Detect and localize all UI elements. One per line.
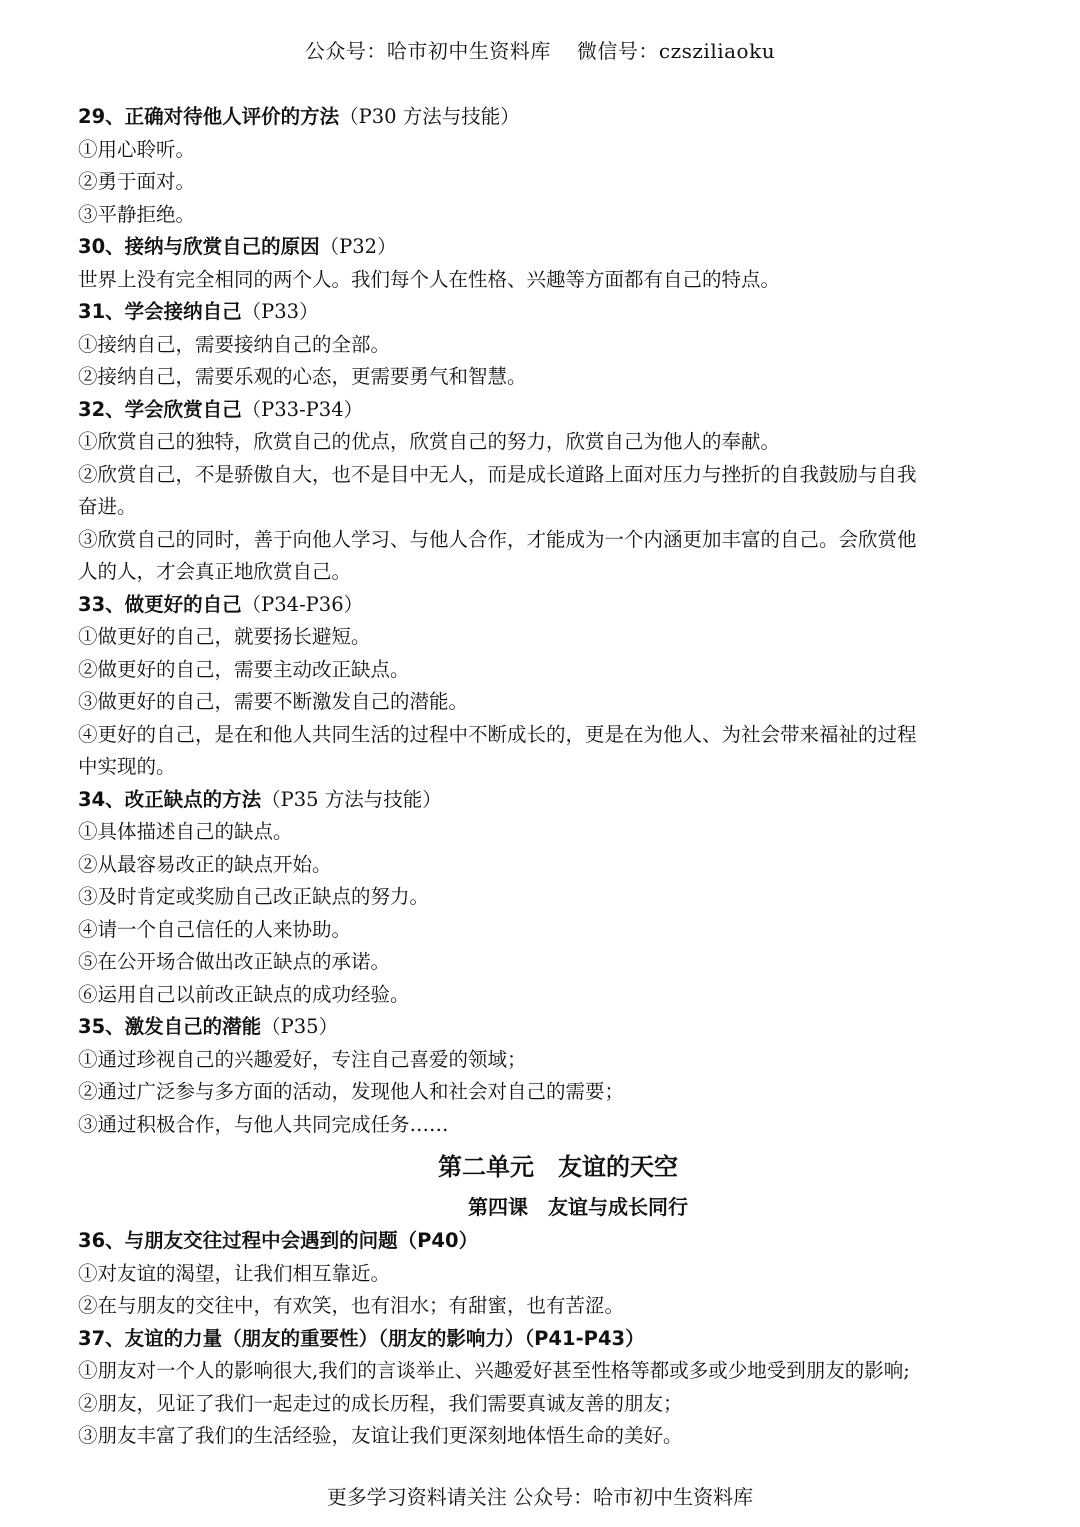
list-item: ②欣赏自己，不是骄傲自大，也不是目中无人，而是成长道路上面对压力与挫折的自我鼓励与自我 xyxy=(78,462,917,486)
section-heading-29: 29、正确对待他人评价的方法（P30 方法与技能） xyxy=(78,105,520,128)
lesson-title: 第四课 友谊与成长同行 xyxy=(468,1195,688,1219)
list-item: ⑤在公开场合做出改正缺点的承诺。 xyxy=(78,950,391,973)
list-item: ①通过珍视自己的兴趣爱好，专注自己喜爱的领域； xyxy=(78,1047,527,1071)
list-item: ②接纳自己，需要乐观的心态，更需要勇气和智慧。 xyxy=(78,365,527,388)
section-heading-33: 33、做更好的自己（P34-P36） xyxy=(78,592,364,616)
list-item: ②做更好的自己，需要主动改正缺点。 xyxy=(78,657,410,681)
list-item: ①用心聆听。 xyxy=(78,137,196,161)
list-item-continuation: 奋进。 xyxy=(78,495,137,518)
list-item: ③朋友丰富了我们的生活经验，友谊让我们更深刻地体悟生命的美好。 xyxy=(78,1424,683,1447)
list-item: ③做更好的自己，需要不断激发自己的潜能。 xyxy=(78,690,469,713)
list-item: ③通过积极合作，与他人共同完成任务…… xyxy=(78,1112,449,1136)
list-item: ②从最容易改正的缺点开始。 xyxy=(78,852,332,876)
list-item: ②朋友，见证了我们一起走过的成长历程，我们需要真诚友善的朋友； xyxy=(78,1391,683,1415)
section-heading-34: 34、改正缺点的方法（P35 方法与技能） xyxy=(78,787,442,811)
page-footer: 更多学习资料请关注 公众号：哈市初中生资料库 xyxy=(326,1485,754,1509)
list-item: ①欣赏自己的独特，欣赏自己的优点，欣赏自己的努力，欣赏自己为他人的奉献。 xyxy=(78,430,781,453)
list-item: ①具体描述自己的缺点。 xyxy=(78,820,293,843)
header-wechat-id: 微信号：czsziliaoku xyxy=(576,39,776,63)
header-official-account: 公众号：哈市初中生资料库 xyxy=(304,39,551,63)
section-heading-37: 37、友谊的力量（朋友的重要性）（朋友的影响力）（P41-P43） xyxy=(78,1326,645,1350)
list-item: ②通过广泛参与多方面的活动，发现他人和社会对自己的需要； xyxy=(78,1080,625,1103)
list-item: ①接纳自己，需要接纳自己的全部。 xyxy=(78,332,391,356)
list-item: ①做更好的自己，就要扬长避短。 xyxy=(78,625,371,648)
list-item: ③平静拒绝。 xyxy=(78,202,196,226)
section-heading-32: 32、学会欣赏自己（P33-P34） xyxy=(78,397,364,421)
page-header xyxy=(0,36,1080,66)
list-item: ②在与朋友的交往中，有欢笑，也有泪水；有甜蜜，也有苦涩。 xyxy=(78,1294,625,1317)
list-item: ④更好的自己，是在和他人共同生活的过程中不断成长的，更是在为他人、为社会带来福祉的过程 xyxy=(78,722,917,746)
section-heading-30: 30、接纳与欣赏自己的原因（P32） xyxy=(78,235,397,258)
list-item: ③及时肯定或奖励自己改正缺点的努力。 xyxy=(78,885,430,908)
document-body xyxy=(78,101,1018,1453)
list-item: ②勇于面对。 xyxy=(78,170,196,193)
section-heading-31: 31、学会接纳自己（P33） xyxy=(78,300,319,323)
section-heading-36: 36、与朋友交往过程中会遇到的问题（P40） xyxy=(78,1229,479,1252)
list-item: ①朋友对一个人的影响很大,我们的言谈举止、兴趣爱好甚至性格等都或多或少地受到朋友的影响; xyxy=(78,1359,910,1382)
list-item: ③欣赏自己的同时，善于向他人学习、与他人合作，才能成为一个内涵更加丰富的自己。会欣赏他 xyxy=(78,527,917,551)
list-item: ①对友谊的渴望，让我们相互靠近。 xyxy=(78,1261,391,1285)
list-item: ⑥运用自己以前改正缺点的成功经验。 xyxy=(78,982,410,1006)
list-item-continuation: 人的人，才会真正地欣赏自己。 xyxy=(78,560,352,583)
list-item: 世界上没有完全相同的两个人。我们每个人在性格、兴趣等方面都有自己的特点。 xyxy=(78,267,781,291)
list-item-continuation: 中实现的。 xyxy=(78,755,176,778)
list-item: ④请一个自己信任的人来协助。 xyxy=(78,917,352,941)
unit-title: 第二单元 友谊的天空 xyxy=(438,1153,678,1181)
section-heading-35: 35、激发自己的潜能（P35） xyxy=(78,1015,339,1038)
